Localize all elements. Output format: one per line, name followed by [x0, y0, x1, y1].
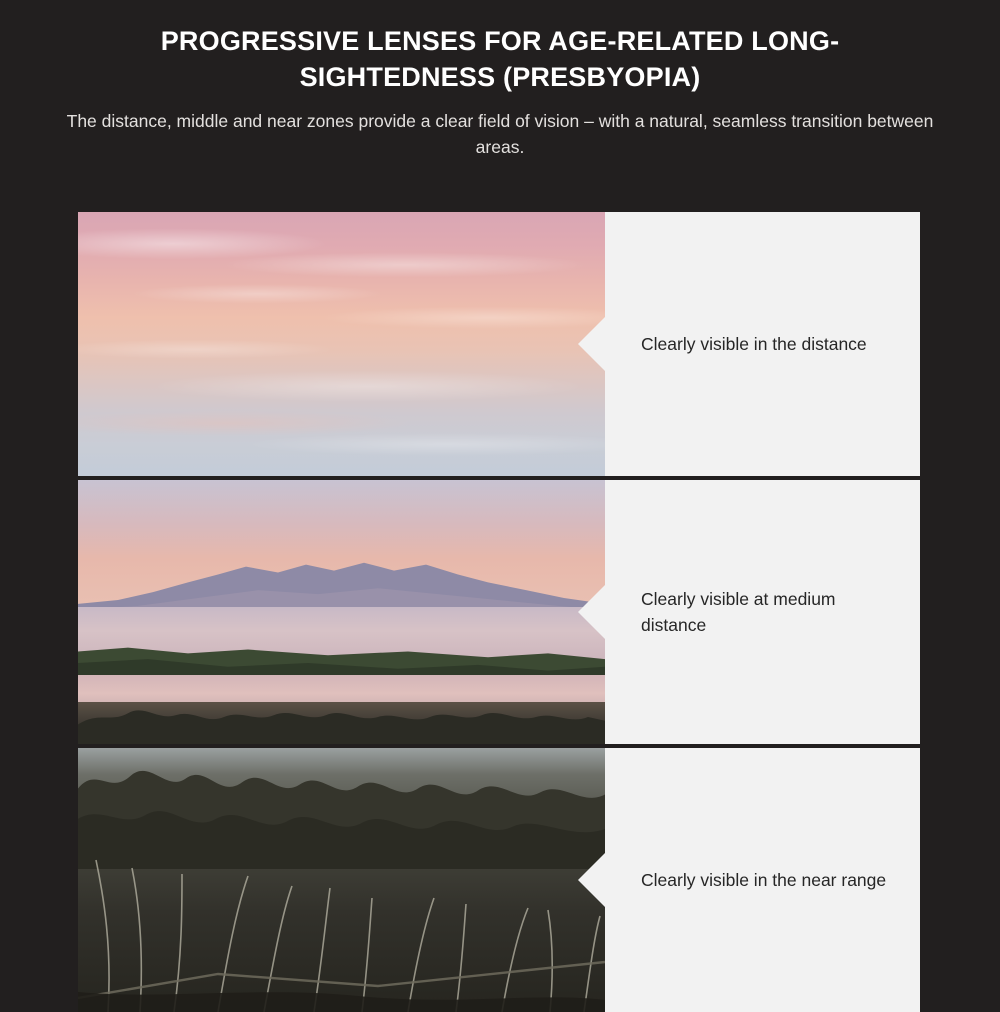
treeline-silhouette-icon — [78, 702, 605, 744]
mountain-landscape-image — [78, 480, 605, 744]
page-subtitle: The distance, middle and near zones provide a clear field of vision – with a natural, seamless transition between areas. — [66, 111, 934, 157]
page-title: PROGRESSIVE LENSES FOR AGE-RELATED LONG-SIGHTEDNESS (PRESBYOPIA) — [160, 26, 840, 92]
photo-near — [78, 748, 605, 1012]
grass-silhouette-icon — [78, 748, 605, 1012]
callout-card-near — [605, 748, 920, 1012]
photo-medium — [78, 480, 605, 744]
header — [0, 0, 1000, 160]
zone-row-distance — [78, 212, 920, 476]
foreground-grass-image — [78, 748, 605, 1012]
callout-label-distance: Clearly visible in the distance — [641, 333, 867, 354]
grass-blades-layer — [78, 748, 605, 1012]
zone-row-near — [78, 748, 920, 1012]
callout-card-distance — [605, 212, 920, 476]
photo-distance — [78, 212, 605, 476]
vision-zones-diagram — [78, 212, 920, 1012]
near-treeline-layer — [78, 702, 605, 744]
zone-row-medium — [78, 480, 920, 744]
callout-label-near: Clearly visible in the near range — [641, 869, 887, 890]
callout-card-medium — [605, 480, 920, 744]
sunset-sky-image — [78, 212, 605, 476]
callout-label-medium: Clearly visible at medium distance — [641, 588, 836, 635]
